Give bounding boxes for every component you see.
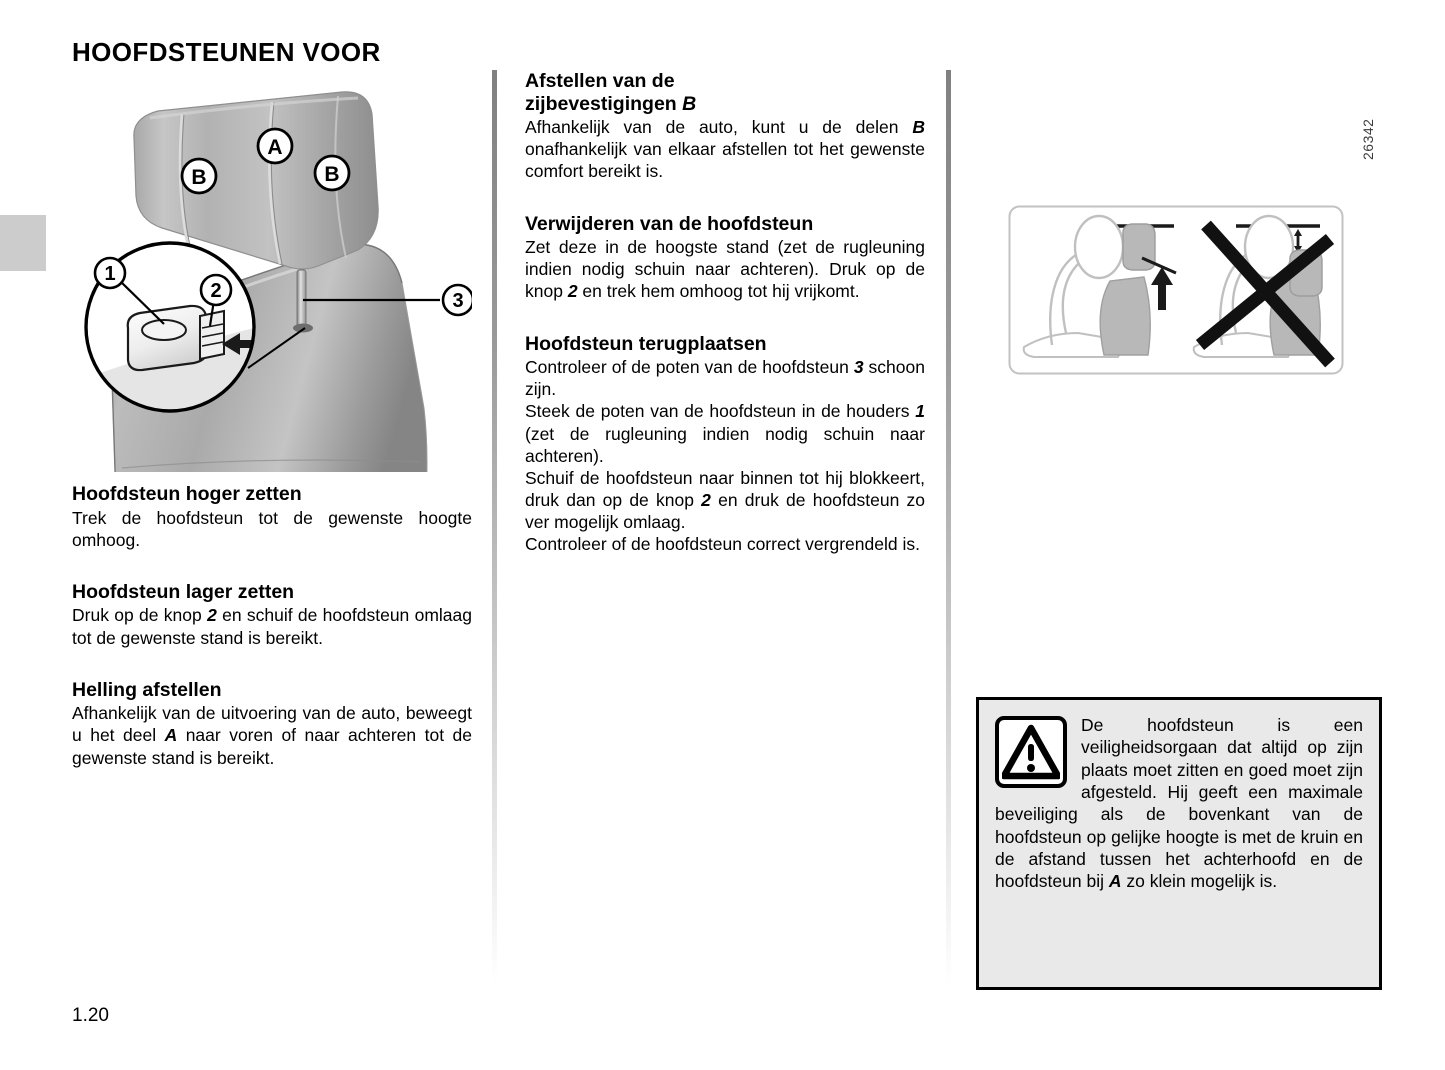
heading-hoofdsteun-lager-zetten: Hoofdsteun lager zetten xyxy=(72,580,295,603)
heading-verwijderen-hoofdsteun: Verwijderen van de hoofdsteun xyxy=(525,212,814,235)
paragraph-spacer xyxy=(525,303,925,333)
text-run: en schuif de hoofdsteun omlaag tot de gewenste stand is bereikt. xyxy=(72,605,472,648)
column-divider-left xyxy=(492,70,497,985)
text-run: (zet de rugleuning indien nodig schuin naar achteren). xyxy=(525,423,925,466)
inline-reference: 2 xyxy=(701,489,711,510)
text-run: zo klein mogelijk is. xyxy=(1121,871,1278,892)
paragraph-spacer xyxy=(72,551,472,581)
svg-text:A: A xyxy=(267,136,283,159)
text-run: Afhankelijk van de auto, kunt u de delen xyxy=(525,117,913,138)
text-afstellen-zijbevestigingen xyxy=(525,116,925,182)
text-hoofdsteun-hoger-zetten xyxy=(72,507,472,551)
figure-reference-number-seat-position: 26342 xyxy=(1360,118,1376,160)
inline-reference: A xyxy=(1108,871,1122,892)
inline-reference: 2 xyxy=(567,281,578,302)
svg-text:B: B xyxy=(191,166,207,189)
heading-hoofdsteun-terugplaatsen: Hoofdsteun terugplaatsen xyxy=(525,332,767,355)
text-run: Controleer of de poten van de hoofdsteun xyxy=(525,357,854,378)
svg-text:1: 1 xyxy=(104,263,116,285)
svg-text:2: 2 xyxy=(210,280,222,302)
text-run: De hoofdsteun is een veiligheidsorgaan dat altijd op zijn plaats moet zitten en goed moet zijn afgesteld. Hij geeft een maximale beveiliging als de bovenkant van de hoofdsteun op gelijke hoogte is met de kruin en de afstand tussen het achterhoofd en de hoofdsteun bij xyxy=(995,715,1363,892)
heading-hoofdsteun-hoger-zetten: Hoofdsteun hoger zetten xyxy=(72,483,302,505)
heading-line: zijbevestigingen xyxy=(525,92,683,115)
inline-reference: 3 xyxy=(853,357,864,378)
seat-position-illustration xyxy=(1008,205,1344,375)
text-terugplaatsen-para-4: Controleer of de hoofdsteun correct vergrendeld is. xyxy=(525,534,920,555)
text-run: Steek de poten van de hoofdsteun in de houders xyxy=(525,401,916,422)
page-title: HOOFDSTEUNEN VOOR xyxy=(72,37,381,68)
heading-afstellen-zijbevestigingen xyxy=(525,70,925,115)
heading-line: Afstellen van de xyxy=(525,70,675,92)
inline-reference: 2 xyxy=(207,605,217,626)
svg-text:B: B xyxy=(324,163,340,186)
text-verwijderen-hoofdsteun xyxy=(525,236,925,302)
text-run: onafhankelijk van elkaar afstellen tot het gewenste comfort bereikt is. xyxy=(525,139,925,182)
warning-triangle-icon xyxy=(995,716,1067,788)
headrest-illustration xyxy=(72,78,472,472)
left-text-column xyxy=(72,483,472,769)
middle-text-column xyxy=(525,70,925,555)
inline-reference: 1 xyxy=(915,401,925,422)
text-helling-afstellen xyxy=(72,702,472,768)
safety-warning-box xyxy=(976,697,1382,990)
text-run: schoon zijn. xyxy=(525,357,925,400)
text-terugplaatsen-para-2 xyxy=(525,400,925,466)
inline-reference: B xyxy=(682,92,697,115)
inline-reference: A xyxy=(164,725,178,746)
text-run: Schuif de hoofdsteun naar binnen tot hij blokkeert, druk dan op de knop xyxy=(525,467,925,510)
text-terugplaatsen-para-1 xyxy=(525,356,925,400)
paragraph-spacer xyxy=(72,649,472,679)
text-run: naar voren of naar achteren tot de gewenste stand is bereikt. xyxy=(72,725,472,768)
svg-text:3: 3 xyxy=(452,290,464,312)
chapter-tab-marker xyxy=(0,215,46,271)
heading-helling-afstellen: Helling afstellen xyxy=(72,678,222,701)
text-hoofdsteun-lager-zetten xyxy=(72,604,472,648)
column-divider-right xyxy=(946,70,951,985)
text-run: Afhankelijk van de uitvoering van de auto, beweegt u het deel xyxy=(72,703,472,746)
text-run: en druk de hoofdsteun zo ver mogelijk omlaag. xyxy=(525,489,926,533)
text-terugplaatsen-para-3 xyxy=(525,467,925,533)
text-run: en trek hem omhoog tot hij vrijkomt. xyxy=(577,281,860,302)
text-run: Trek de hoofdsteun tot de gewenste hoogte omhoog. xyxy=(72,507,472,550)
inline-reference: B xyxy=(912,117,925,138)
page-number: 1.20 xyxy=(72,1005,109,1026)
text-run: Zet deze in de hoogste stand (zet de rugleuning indien nodig schuin naar achteren). Druk op de knop xyxy=(525,237,925,302)
text-run: Druk op de knop xyxy=(72,605,208,626)
paragraph-spacer xyxy=(525,183,925,213)
